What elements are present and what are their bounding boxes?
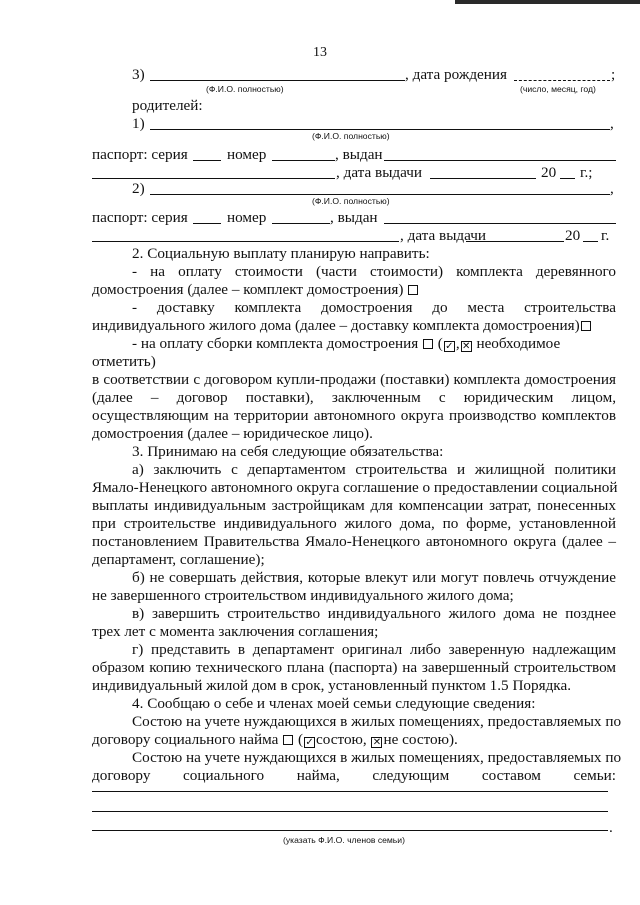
parent2-number-label: номер <box>227 209 267 226</box>
parent1-issue-date-field[interactable] <box>430 178 536 179</box>
parent2-issued-label: , выдан <box>330 209 378 226</box>
section4-p1-line2 <box>92 731 458 748</box>
section2-option2-text: индивидуального жилого дома (далее – доставку комплекта домостроения) <box>92 317 580 334</box>
section2-cont-line3: осуществляющим на территории автономного округа производство комплектов <box>92 407 616 424</box>
section4-p1-paren: ( <box>297 731 304 748</box>
parent1-number-label: номер <box>227 146 267 163</box>
parent1-fio-field[interactable] <box>150 129 610 130</box>
parent1-year-suffix: г.; <box>580 164 593 181</box>
parent1-end-mark: , <box>610 115 614 132</box>
item3-end-mark: ; <box>611 66 616 83</box>
section3-d-line2: образом копию технического плана (паспорта) на завершенный строительством <box>92 659 616 676</box>
section3-a-line6: департамент, соглашение); <box>92 551 265 568</box>
section3-a-line5: постановлением Правительства Ямало-Ненецкого автономного округа (далее – <box>92 533 616 550</box>
parent1-issued-field[interactable] <box>384 160 616 161</box>
checked-box-icon: ✓ <box>445 341 454 352</box>
parent2-year-field[interactable] <box>583 241 598 242</box>
section4-p1-state: состою, <box>316 731 367 748</box>
family-members-line3[interactable] <box>92 830 608 831</box>
section2-option3-text: - на оплату сборки комплекта домостроения <box>132 335 419 352</box>
section2-cont-line1: в соответствии с договором купли-продажи (поставки) комплекта домостроения <box>92 371 616 388</box>
parent2-year-prefix: 20 <box>565 227 581 244</box>
parent1-fio-caption: (Ф.И.О. полностью) <box>312 131 390 141</box>
section2-option1-line1: - на оплату стоимости (части стоимости) комплекта деревянного <box>132 263 616 280</box>
parent2-issue-date-field[interactable] <box>466 241 564 242</box>
parent1-issued-label: , выдан <box>335 146 383 163</box>
item3-birth-date-field[interactable] <box>514 80 610 81</box>
section2-cont-line4: домостроения (далее – юридическое лицо). <box>92 425 373 442</box>
parent2-issued-field-cont[interactable] <box>92 241 399 242</box>
section2-option1-text: домостроения (далее – комплект домостроения) <box>92 281 404 298</box>
parent1-number-field[interactable] <box>272 160 335 161</box>
parent2-passport-series-label: паспорт: серия <box>92 209 188 226</box>
item3-birth-label: , дата рождения <box>405 66 508 83</box>
section3-b-line1: б) не совершать действия, которые влекут или могут повлечь отчуждение <box>132 569 616 586</box>
parent1-series-field[interactable] <box>193 160 221 161</box>
item3-fio-caption: (Ф.И.О. полностью) <box>206 84 284 94</box>
section2-option3-paren: ( <box>437 335 443 352</box>
item3-fio-field[interactable] <box>150 80 405 81</box>
family-members-line2[interactable] <box>92 811 608 812</box>
section3-a-line2: Ямало-Ненецкого автономного округа соглашение о предоставлении социальной <box>92 479 618 496</box>
parent2-issued-field[interactable] <box>384 223 616 224</box>
checked-box-icon: ✓ <box>305 737 314 748</box>
section3-c-line1: в) завершить строительство индивидуального жилого дома не позднее <box>132 605 616 622</box>
section2-option2-line1: - доставку комплекта домостроения до места строительства <box>132 299 616 316</box>
parent1-year-prefix: 20 <box>541 164 557 181</box>
section2-option3-note: необходимое <box>476 335 561 352</box>
family-members-end-mark: . <box>609 819 613 836</box>
parents-label: родителей: <box>132 97 203 114</box>
section4-p1-text: договору социального найма <box>92 731 279 748</box>
section2-option1-line2 <box>92 281 419 298</box>
scan-edge-mark <box>455 0 640 4</box>
parent1-passport-series-label: паспорт: серия <box>92 146 188 163</box>
section4-p2-line2: договору социального найма, следующим составом семьи: <box>92 767 616 784</box>
crossed-box-icon: ✕ <box>461 341 471 352</box>
section2-heading: 2. Социальную выплату планирую направить: <box>132 245 430 262</box>
item3-label: 3) <box>132 66 145 83</box>
option3-checkbox[interactable] <box>423 339 433 349</box>
parent1-year-field[interactable] <box>560 178 575 179</box>
section3-a-line1: а) заключить с департаментом строительства и жилищной политики <box>132 461 616 478</box>
section2-option3-line1: - на оплату сборки комплекта домостроения ( ✓ , ✕ необходимое <box>132 335 561 352</box>
section4-heading: 4. Сообщаю о себе и членах моей семьи следующие сведения: <box>132 695 536 712</box>
section2-cont-line2: (далее – договор поставки), заключенным с юридическим лицом, <box>92 389 616 406</box>
page-number: 13 <box>313 45 327 60</box>
parent2-fio-caption: (Ф.И.О. полностью) <box>312 196 390 206</box>
parent2-number-field[interactable] <box>272 223 330 224</box>
section2-option3-line2: отметить) <box>92 353 156 370</box>
parent2-end-mark: , <box>610 180 614 197</box>
section3-a-line3: выплаты индивидуальным застройщикам для компенсации затрат, понесенных <box>92 497 616 514</box>
family-members-caption: (указать Ф.И.О. членов семьи) <box>283 835 405 845</box>
item3-date-caption: (число, месяц, год) <box>520 84 596 94</box>
parent1-label: 1) <box>132 115 145 132</box>
family-members-line1[interactable] <box>92 791 608 792</box>
section3-a-line4: при строительстве индивидуального жилого дома, по форме, установленной <box>92 515 616 532</box>
parent2-series-field[interactable] <box>193 223 221 224</box>
section3-d-line1: г) представить в департамент оригинал либо заверенную надлежащим <box>132 641 616 658</box>
section3-b-line2: не завершенного строительством индивидуального жилого дома; <box>92 587 514 604</box>
registry-checkbox[interactable] <box>283 735 293 745</box>
parent1-issued-field-cont[interactable] <box>92 178 335 179</box>
parent2-fio-field[interactable] <box>150 194 610 195</box>
parent2-label: 2) <box>132 180 145 197</box>
option1-checkbox[interactable] <box>408 285 418 295</box>
parent2-issue-date-label: , дата выдачи <box>400 227 487 244</box>
crossed-box-icon: ✕ <box>372 737 382 748</box>
section4-p1-state-neg: не состою). <box>383 731 458 748</box>
section2-option2-line2 <box>92 317 592 334</box>
parent2-year-suffix: г. <box>601 227 610 244</box>
section3-c-line2: трех лет с момента заключения соглашения; <box>92 623 379 640</box>
parent1-issue-date-label: , дата выдачи <box>336 164 423 181</box>
section4-p2-line1: Состою на учете нуждающихся в жилых помещениях, предоставляемых по <box>132 749 622 766</box>
section3-d-line3: индивидуальный жилой дом в срок, установленный пунктом 1.5 Порядка. <box>92 677 571 694</box>
section4-p1-line1: Состою на учете нуждающихся в жилых помещениях, предоставляемых по <box>132 713 622 730</box>
option2-checkbox[interactable] <box>581 321 591 331</box>
section3-heading: 3. Принимаю на себя следующие обязательства: <box>132 443 444 460</box>
